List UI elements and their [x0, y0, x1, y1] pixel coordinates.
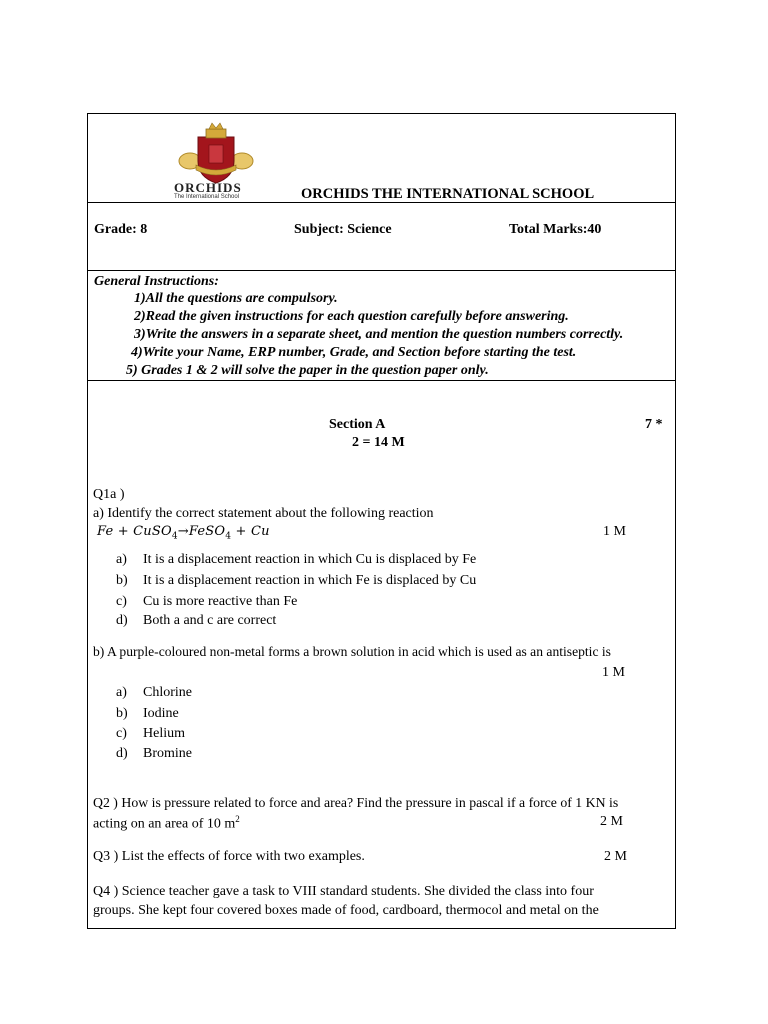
reaction-equation: Fe + CuSO$_4$→FeSO$_4$ + Cu	[97, 524, 270, 542]
instruction-item: 4)Write your Name, ERP number, Grade, and Section before starting the test.	[131, 345, 577, 360]
answer-option: d) Bromine	[116, 746, 192, 761]
question-text: Q3 ) List the effects of force with two examples.	[93, 849, 365, 864]
divider	[88, 202, 675, 203]
question-marks: 2 M	[604, 849, 627, 864]
question-text: b) A purple-coloured non-metal forms a brown solution in acid which is used as an antiseptic is	[93, 644, 611, 659]
question-text-continued: groups. She kept four covered boxes made of food, cardboard, thermocol and metal on the	[93, 903, 599, 918]
divider	[88, 380, 675, 381]
question-text-continued: acting on an area of 10 $m^2$	[93, 814, 240, 832]
question-paper-frame	[87, 113, 676, 929]
question-marks: 1 M	[603, 524, 626, 539]
instruction-item: 2)Read the given instructions for each question carefully before answering.	[134, 309, 569, 324]
section-marks-multiplier: 7 *	[645, 417, 663, 432]
question-text: Q4 ) Science teacher gave a task to VIII standard students. She divided the class into four	[93, 884, 594, 899]
section-title: Section A	[329, 417, 386, 432]
divider	[88, 270, 675, 271]
question-marks: 1 M	[602, 665, 625, 680]
instruction-item: 5) Grades 1 & 2 will solve the paper in the question paper only.	[126, 363, 489, 378]
question-number: Q1a )	[93, 487, 125, 502]
instructions-heading: General Instructions:	[94, 274, 219, 289]
answer-option: c) Helium	[116, 726, 185, 741]
school-title: ORCHIDS THE INTERNATIONAL SCHOOL	[301, 186, 595, 202]
subject-label: Subject: Science	[294, 222, 392, 237]
answer-option: b) Iodine	[116, 706, 179, 721]
answer-option: a) It is a displacement reaction in which Cu is displaced by Fe	[116, 552, 477, 567]
answer-option: c) Cu is more reactive than Fe	[116, 594, 298, 609]
question-marks: 2 M	[600, 814, 623, 829]
instruction-item: 3)Write the answers in a separate sheet, and mention the question numbers correctly.	[134, 327, 624, 342]
answer-option: a) Chlorine	[116, 685, 192, 700]
question-text: a) Identify the correct statement about the following reaction	[93, 506, 434, 521]
answer-option: d) Both a and c are correct	[116, 613, 277, 628]
grade-label: Grade: 8	[94, 222, 148, 237]
answer-option: b) It is a displacement reaction in which Fe is displaced by Cu	[116, 573, 477, 588]
total-marks-label: Total Marks:40	[509, 222, 602, 237]
instruction-item: 1)All the questions are compulsory.	[134, 291, 338, 306]
section-marks-total: 2 = 14 M	[352, 435, 405, 450]
logo-subtitle: The International School	[174, 194, 240, 200]
question-text: Q2 ) How is pressure related to force and area? Find the pressure in pascal if a force of 1 KN is	[93, 795, 619, 810]
logo-wordmark: ORCHIDS	[174, 180, 242, 195]
